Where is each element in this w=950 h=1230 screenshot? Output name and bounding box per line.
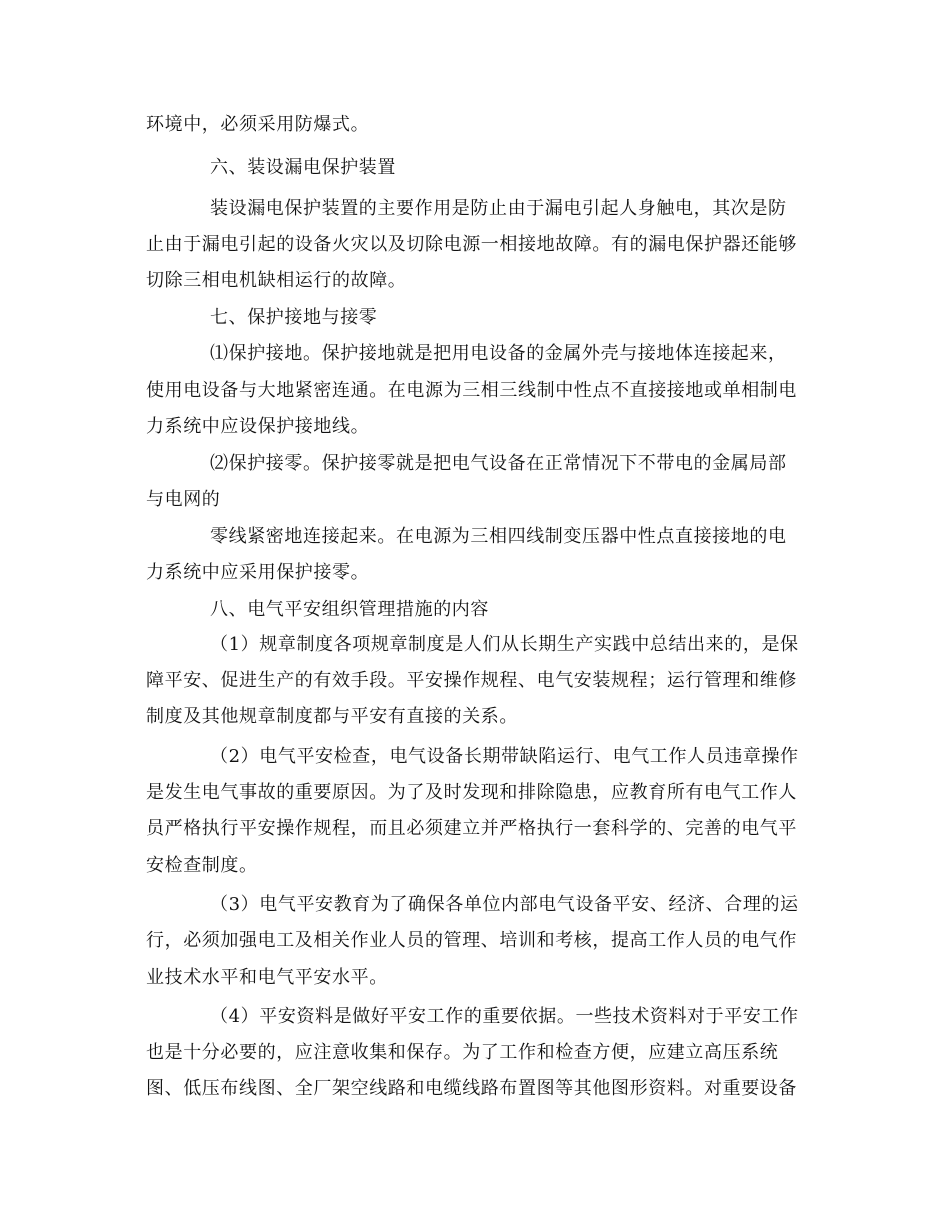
- section-heading: 七、保护接地与接零: [210, 307, 378, 328]
- text-line: 环境中，必须采用防爆式。: [146, 114, 370, 135]
- text-line: （1）规章制度各项规章制度是人们从长期生产实践中总结出来的，是保: [210, 634, 799, 655]
- section-heading: 八、电气平安组织管理措施的内容: [210, 599, 489, 620]
- text-line: 装设漏电保护装置的主要作用是防止由于漏电引起人身触电，其次是防: [210, 198, 787, 219]
- text-line: 力系统中应采用保护接零。: [146, 562, 370, 583]
- text-line: 是发生电气事故的重要原因。为了及时发现和排除隐患，应教育所有电气工作人: [146, 782, 797, 803]
- text-line: ⑵保护接零。保护接零就是把电气设备在正常情况下不带电的金属局部: [210, 453, 787, 474]
- text-line: 使用电设备与大地紧密连通。在电源为三相三线制中性点不直接接地或单相制电: [146, 380, 797, 401]
- text-line: （3）电气平安教育为了确保各单位内部电气设备平安、经济、合理的运: [210, 894, 799, 915]
- text-line: 业技术水平和电气平安水平。: [146, 967, 388, 988]
- section-heading: 六、装设漏电保护装置: [210, 157, 396, 178]
- text-line: 图、低压布线图、全厂架空线路和电缆线路布置图等其他图形资料。对重要设备: [146, 1078, 797, 1099]
- text-line: 安检查制度。: [146, 855, 258, 876]
- text-line: （4）平安资料是做好平安工作的重要依据。一些技术资料对于平安工作: [210, 1006, 799, 1027]
- text-line: 与电网的: [146, 489, 221, 510]
- text-line: 障平安、促进生产的有效手段。平安操作规程、电气安装规程；运行管理和维修: [146, 670, 797, 691]
- text-line: 力系统中应设保护接地线。: [146, 416, 370, 437]
- text-line: 制度及其他规章制度都与平安有直接的关系。: [146, 706, 518, 727]
- text-line: ⑴保护接地。保护接地就是把用电设备的金属外壳与接地体连接起来，: [210, 343, 787, 364]
- text-line: （2）电气平安检查，电气设备长期带缺陷运行、电气工作人员违章操作: [210, 746, 799, 767]
- text-line: 切除三相电机缺相运行的故障。: [146, 270, 407, 291]
- text-line: 也是十分必要的，应注意收集和保存。为了工作和检查方便，应建立高压系统: [146, 1042, 779, 1063]
- text-line: 行，必须加强电工及相关作业人员的管理、培训和考核，提高工作人员的电气作: [146, 930, 797, 951]
- text-line: 员严格执行平安操作规程，而且必须建立并严格执行一套科学的、完善的电气平: [146, 818, 797, 839]
- text-line: 零线紧密地连接起来。在电源为三相四线制变压器中性点直接接地的电: [210, 526, 787, 547]
- text-line: 止由于漏电引起的设备火灾以及切除电源一相接地故障。有的漏电保护器还能够: [146, 234, 797, 255]
